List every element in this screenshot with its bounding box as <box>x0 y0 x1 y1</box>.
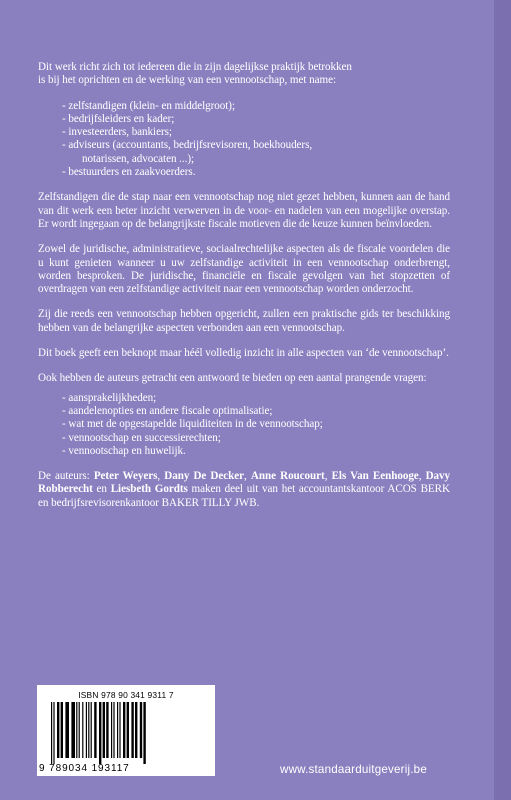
authors-paragraph <box>38 470 450 510</box>
isbn-label: ISBN 978 90 341 9311 7 <box>78 690 174 700</box>
list-item: - vennootschap en successierechten; <box>62 431 221 444</box>
author-name: Els Van Eenhooge <box>331 470 419 483</box>
isbn-barcode <box>37 685 215 776</box>
ean-digits: 9 789034 193117 <box>39 763 130 774</box>
separator: , <box>324 470 332 483</box>
barcode-bar <box>119 702 120 758</box>
barcode-bar <box>106 702 108 758</box>
barcode-bar <box>79 702 80 758</box>
paragraph: Dit boek geeft een beknopt maar héél volledig inzicht in alle aspecten van ‘de vennootschap’. <box>38 347 449 360</box>
barcode-bars <box>49 702 207 764</box>
authors-prefix: De auteurs: <box>38 470 94 483</box>
list-item: - bestuurders en zaakvoerders. <box>62 166 196 179</box>
barcode-bar <box>111 702 112 758</box>
barcode-bar <box>103 702 105 758</box>
barcode-bar <box>88 702 89 758</box>
separator: en <box>92 483 111 496</box>
paragraph: Ook hebben de auteurs getracht een antwoord te bieden op een aantal prangende vragen: <box>38 372 427 385</box>
barcode-bar <box>61 702 63 758</box>
barcode-bar <box>53 702 54 764</box>
barcode-bar <box>113 702 114 758</box>
separator: , <box>418 470 426 483</box>
separator: , <box>157 470 165 483</box>
barcode-bar <box>91 702 92 758</box>
author-name: Liesbeth Gordts <box>110 483 188 496</box>
list-item: - aansprakelijkheden; <box>62 391 157 404</box>
audience-list <box>62 100 450 180</box>
barcode-bar <box>123 702 125 758</box>
list-item: - investeerders, bankiers; <box>62 126 172 139</box>
barcode-bar <box>94 702 96 758</box>
intro-line-1: Dit werk richt zich tot iedereen die in zijn dagelijkse praktijk betrokken <box>38 61 352 73</box>
intro-line-2: is bij het oprichten en de werking van een vennootschap, met name: <box>38 74 336 87</box>
barcode-bar <box>135 702 137 758</box>
barcode-bar <box>140 702 142 758</box>
book-spine <box>494 0 511 800</box>
list-item: - bedrijfsleiders en kader; <box>62 112 175 125</box>
barcode-bar <box>71 702 75 758</box>
barcode-bar <box>57 702 59 758</box>
barcode-bar <box>99 702 101 764</box>
blurb <box>38 61 450 522</box>
paragraph: Zowel de juridische, administratieve, sociaalrechtelijke aspecten als de fiscale voordelen die u kunt genieten wanneer u uw zelfstandige activiteit in een vennootschap onderbrengt, worden besproken. De juridische, financiële en fiscale gevolgen van het stopzetten of overdragen van een zelfstandige activiteit naar een vennootschap worden onderzocht. <box>38 243 450 296</box>
paragraph: Zij die reeds een vennootschap hebben opgericht, zullen een praktische gids ter beschikking hebben van de belangrijke aspecten verbonden aan een vennootschap. <box>38 308 450 334</box>
author-name: Davy Robberecht <box>38 470 451 496</box>
barcode-bar <box>117 702 118 758</box>
author-name: Dany De Decker <box>164 470 245 483</box>
list-item-line: notarissen, advocaten ...); <box>82 152 195 165</box>
separator: , <box>244 470 251 483</box>
barcode-bar <box>76 702 77 758</box>
publisher-website[interactable]: www.standaarduitgeverij.be <box>280 763 427 776</box>
list-item: - aandelenopties en andere fiscale optimalisatie; <box>62 404 273 417</box>
intro-paragraph <box>38 61 450 88</box>
questions-list <box>62 392 450 458</box>
author-name: Peter Weyers <box>93 470 158 483</box>
barcode-bar <box>82 702 83 758</box>
barcode-bar <box>143 702 145 764</box>
barcode-bar <box>131 702 133 758</box>
authors-suffix: maken deel uit van het accountantskantoor ACOS BERK en bedrijfsrevisorenkantoor BAKER TILLY JWB. <box>38 483 450 509</box>
list-item: - wat met de opgestapelde liquiditeiten in de vennootschap; <box>62 418 323 431</box>
list-item: - zelfstandigen (klein- en middelgroot); <box>62 99 235 112</box>
paragraph: Zelfstandigen die de stap naar een vennootschap nog niet gezet hebben, kunnen aan de hand van dit werk een beter inzicht verwerven in de voor- en nadelen van een mogelijke overstap. Er wordt ingegaan op de belangrijkste fiscale motieven die de keuze kunnen beïnvloeden. <box>38 191 450 230</box>
list-item <box>62 139 450 166</box>
barcode-bar <box>65 702 69 758</box>
list-item-line: - adviseurs (accountants, bedrijfsrevisoren, boekhouders, <box>62 139 313 152</box>
list-item: - vennootschap en huwelijk. <box>62 444 186 457</box>
barcode-bar <box>51 702 52 764</box>
barcode-bar <box>86 702 87 758</box>
barcode-bar <box>127 702 129 758</box>
author-name: Anne Roucourt <box>250 470 325 483</box>
